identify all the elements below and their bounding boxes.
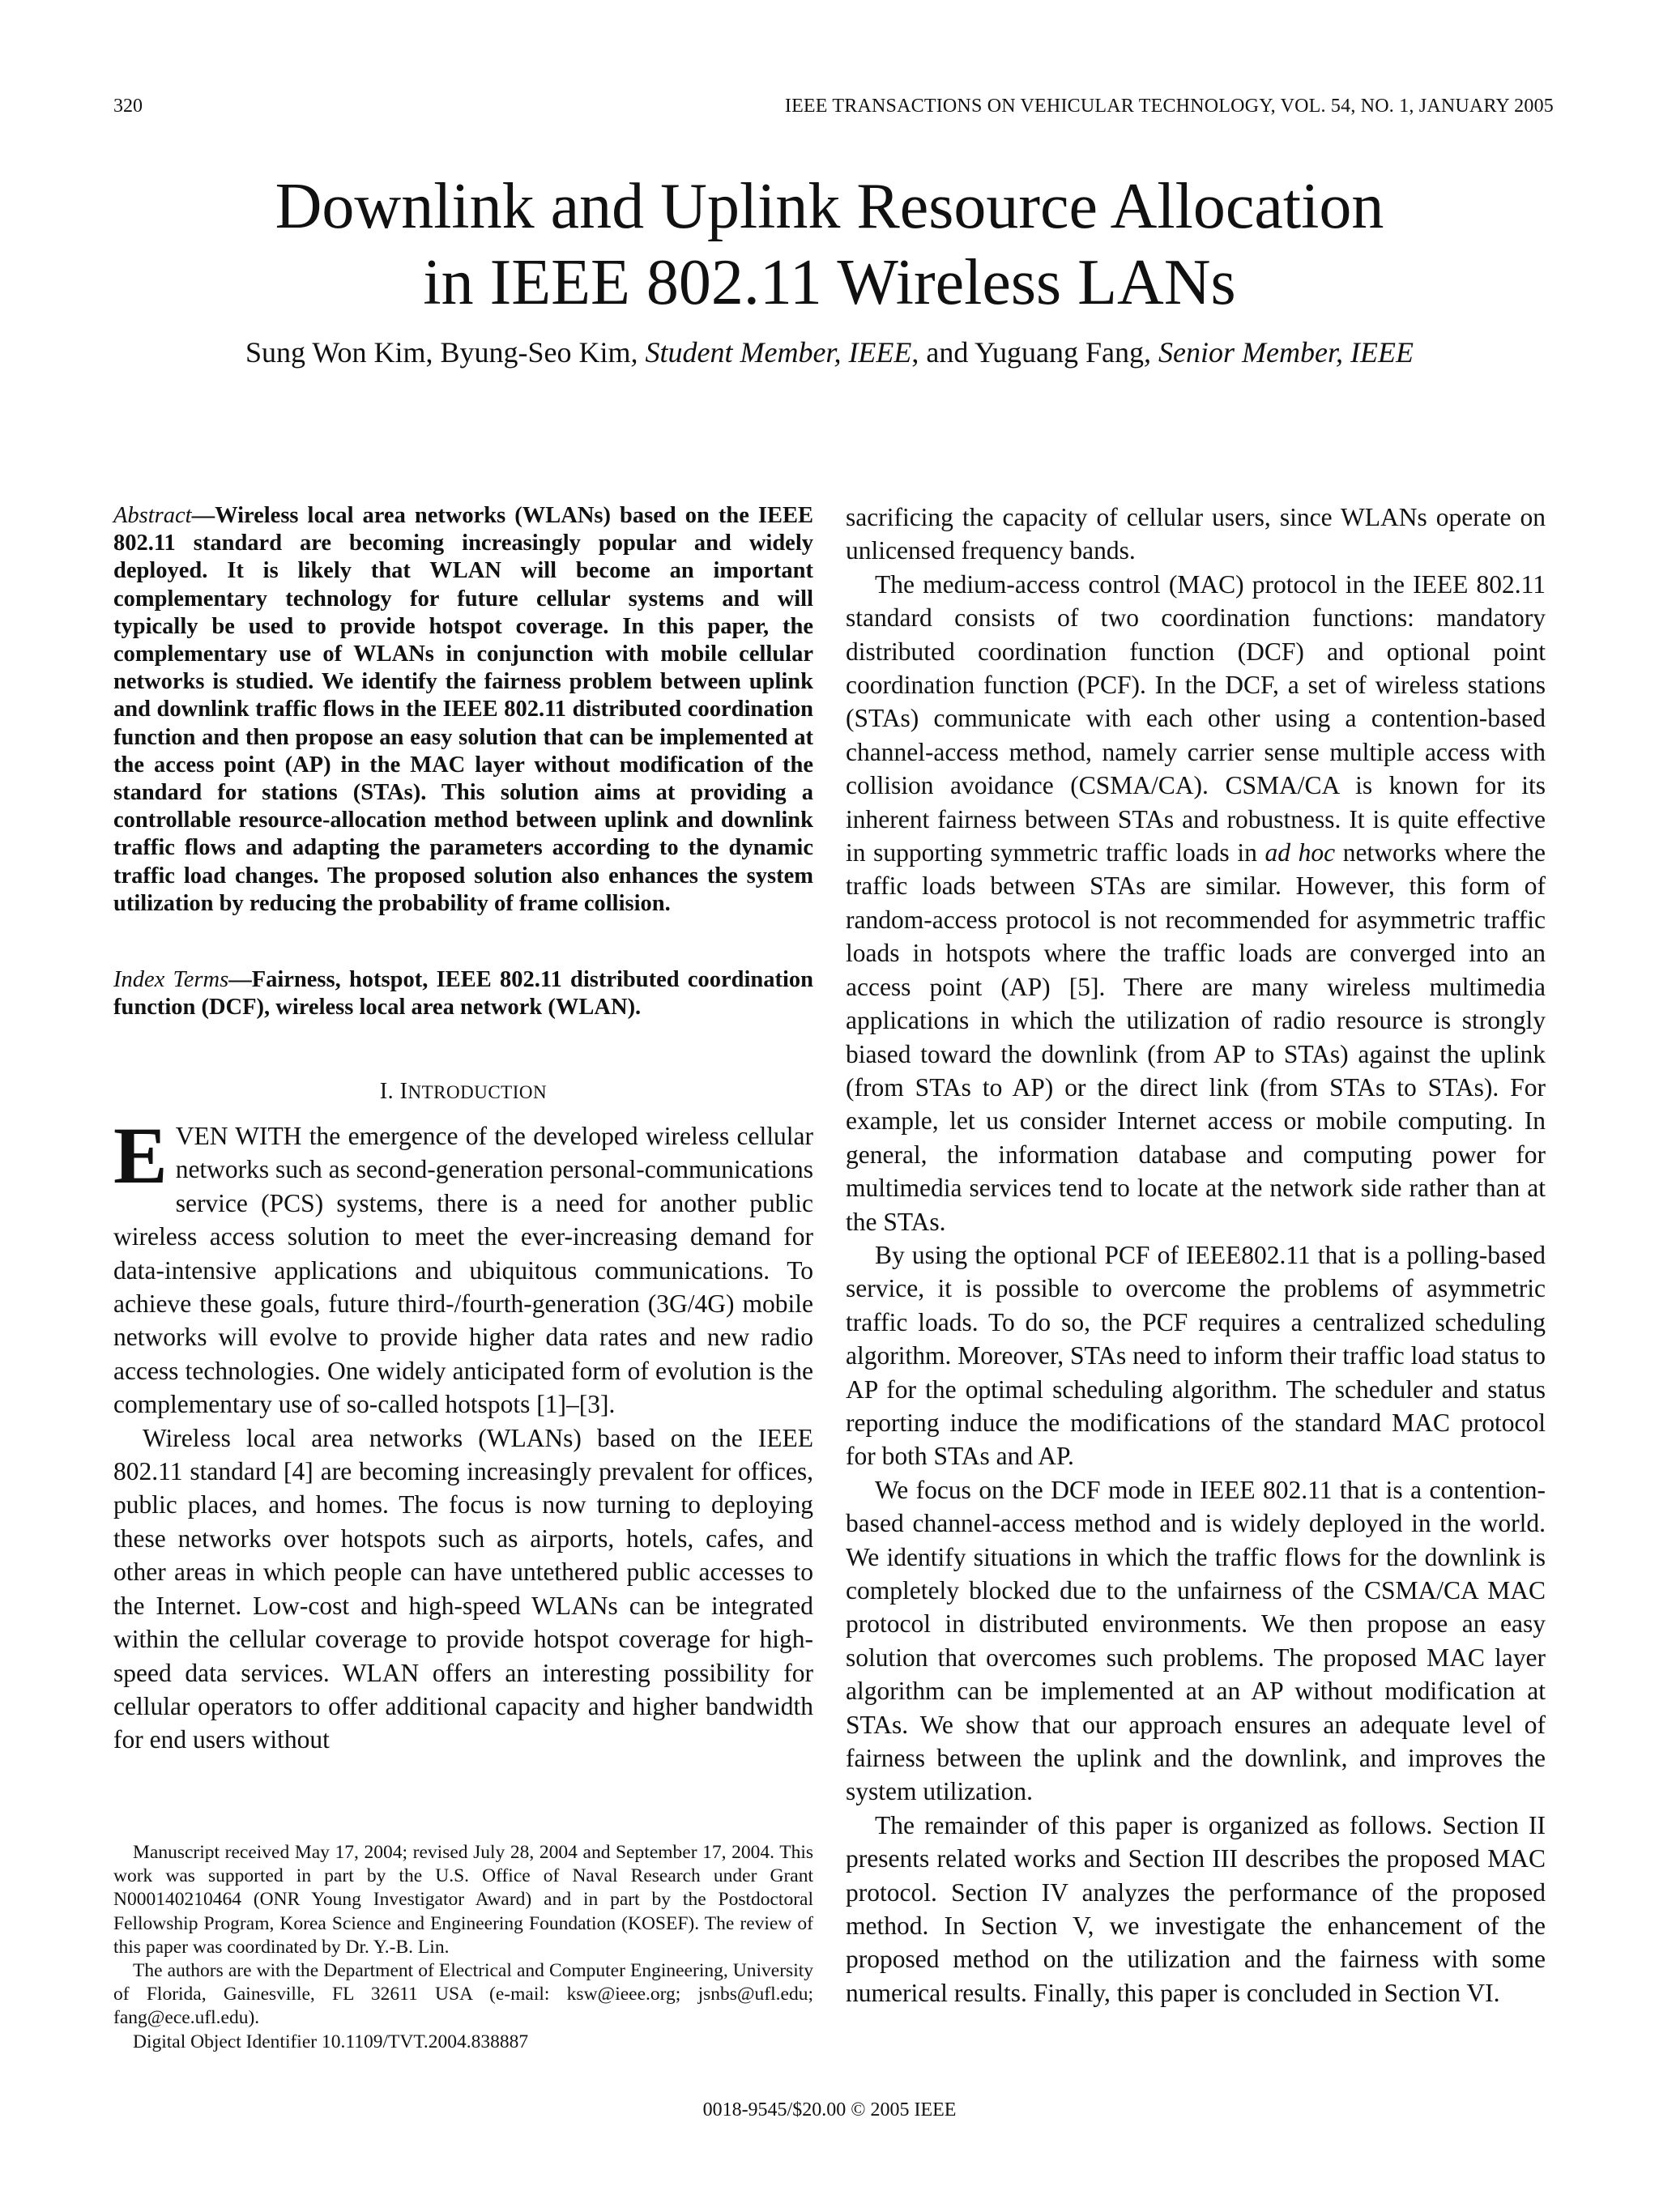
copyright-footer: 0018-9545/$20.00 © 2005 IEEE: [702, 2099, 957, 2120]
right-paragraph-0: sacrificing the capacity of cellular users, since WLANs operate on unlicensed frequency bands.: [846, 503, 1546, 565]
intro-paragraph-1: [113, 1110, 813, 1421]
section-title: NTRODUCTION: [407, 1082, 548, 1102]
index-terms-label: Index Terms: [113, 967, 229, 992]
title-line-2: in IEEE 802.11 Wireless LANs: [423, 247, 1236, 318]
journal-header: IEEE TRANSACTIONS ON VEHICULAR TECHNOLOGY, VOL. 54, NO. 1, JANUARY 2005: [784, 96, 1554, 117]
index-terms-text: —Fairness, hotspot, IEEE 802.11 distributed coordination function (DCF), wireless local area network (WLAN).: [113, 967, 813, 1021]
section-numeral: I. I: [379, 1079, 408, 1104]
drop-cap: E: [113, 1110, 168, 1200]
page-number: 320: [113, 96, 143, 117]
right-paragraph-1-b: networks where the traffic loads between STAs are similar. However, this form of random-access protocol is not recommended for asymmetric traffic loads in hotspots where the traffic loads are converged into an access point (AP) [5]. There are many wireless multimedia applications in which the utilization of radio resource is strongly biased toward the downlink (from AP to STAs) against the uplink (from STAs to AP) or the direct link (from STAs to STAs). For example, let us consider Internet access or mobile computing. In general, the information database and computing power for multimedia services tend to locate at the network side rather than at the STAs.: [846, 838, 1546, 1236]
author-names-b: , and Yuguang Fang: [911, 336, 1145, 369]
right-paragraph-2: By using the optional PCF of IEEE802.11 that is a polling-based service, it is possible to overcome the problems of asymmetric traffic loads. To do so, the PCF requires a centralized scheduling algorithm. Moreover, STAs need to inform their traffic load status to AP for the optimal scheduling algorithm. The scheduler and status reporting induce the modifications of the standard MAC protocol for both STAs and AP.: [846, 1240, 1546, 1471]
section-heading-introduction: [113, 1079, 813, 1105]
abstract-text: —Wireless local area networks (WLANs) based on the IEEE 802.11 standard are becoming increasingly popular and widely deployed. It is likely that WLAN will become an important complementary technology for future cellular systems and will typically be used to provide hotspot coverage. In this paper, the complementary use of WLANs in conjunction with mobile cellular networks is studied. We identify the fairness problem between uplink and downlink traffic flows in the IEEE 802.11 distributed coordination function and then propose an easy solution that can be implemented at the access point (AP) in the MAC layer without modification of the standard for stations (STAs). This solution aims at providing a controllable resource-allocation method between uplink and downlink traffic flows and adapting the parameters according to the dynamic traffic load changes. The proposed solution also enhances the system utilization by reducing the probability of frame collision.: [113, 503, 813, 916]
right-paragraph-1: [846, 568, 1546, 1238]
right-column: [846, 501, 1546, 2010]
paper-title: [0, 168, 1659, 321]
author-names-a: Sung Won Kim, Byung-Seo Kim: [245, 336, 631, 369]
abstract-label: Abstract: [113, 503, 192, 528]
introduction-body: [113, 1110, 813, 1757]
title-line-1: Downlink and Uplink Resource Allocation: [275, 171, 1384, 242]
first-page-footnote: [113, 1841, 813, 2054]
footnote-affiliation: The authors are with the Department of Electrical and Computer Engineering, University of Florida, Gainesville, FL 32611 USA (e-mail: ksw@ieee.org; jsnbs@ufl.edu; fang@ece.ufl.edu).: [113, 1960, 813, 2029]
intro-paragraph-2: Wireless local area networks (WLANs) based on the IEEE 802.11 standard [4] are becoming increasingly prevalent for offices, public places, and homes. The focus is now turning to deploying these networks over hotspots such as airports, hotels, cafes, and other areas in which people can have untethered public accesses to the Internet. Low-cost and high-speed WLANs can be integrated within the cellular coverage to provide hotspot coverage for high-speed data services. WLAN offers an interesting possibility for cellular operators to offer additional capacity and higher bandwidth for end users without: [113, 1423, 813, 1754]
intro-paragraph-1-text: VEN WITH the emergence of the developed wireless cellular networks such as second-generation personal-communications service (PCS) systems, there is a need for another public wireless access solution to meet the ever-increasing demand for data-intensive applications and ubiquitous communications. To achieve these goals, future third-/fourth-generation (3G/4G) mobile networks will evolve to provide higher data rates and new radio access technologies. One widely anticipated form of evolution is the complementary use of so-called hotspots [1]–[3].: [113, 1122, 813, 1419]
author-role-a: , Student Member, IEEE: [630, 336, 912, 369]
right-paragraph-4: The remainder of this paper is organized as follows. Section II presents related works and Section III describes the proposed MAC protocol. Section IV analyzes the performance of the proposed method. In Section V, we investigate the enhancement of the proposed method on the utilization and the fairness with some numerical results. Finally, this paper is concluded in Section VI.: [846, 1810, 1546, 2007]
index-terms: [113, 966, 813, 1021]
author-line: [0, 335, 1659, 369]
author-role-b: , Senior Member, IEEE: [1144, 336, 1414, 369]
footnote-manuscript: Manuscript received May 17, 2004; revised July 28, 2004 and September 17, 2004. This work was supported in part by the U.S. Office of Naval Research under Grant N000140210464 (ONR Young Investigator Award) and in part by the Postdoctoral Fellowship Program, Korea Science and Engineering Foundation (KOSEF). The review of this paper was coordinated by Dr. Y.-B. Lin.: [113, 1842, 813, 1958]
abstract: [113, 502, 813, 918]
right-paragraph-1-a: The medium-access control (MAC) protocol in the IEEE 802.11 standard consists of two coordination functions: mandatory distributed coordination function (DCF) and optional point coordination function (PCF). In the DCF, a set of wireless stations (STAs) communicate with each other using a contention-based channel-access method, namely carrier sense multiple access with collision avoidance (CSMA/CA). CSMA/CA is known for its inherent fairness between STAs and robustness. It is quite effective in supporting symmetric traffic loads in: [846, 569, 1546, 867]
right-paragraph-1-italic: ad hoc: [1265, 838, 1336, 867]
right-paragraph-3: We focus on the DCF mode in IEEE 802.11 that is a contention-based channel-access method and is widely deployed in the world. We identify situations in which the traffic flows for the downlink is completely blocked due to the unfairness of the CSMA/CA MAC protocol in distributed environments. We then propose an easy solution that overcomes such problems. The proposed MAC layer algorithm can be implemented at an AP without modification at STAs. We show that our approach ensures an adequate level of fairness between the uplink and the downlink, and improves the system utilization.: [846, 1475, 1546, 1806]
footnote-doi: Digital Object Identifier 10.1109/TVT.2004.838887: [133, 2031, 529, 2052]
